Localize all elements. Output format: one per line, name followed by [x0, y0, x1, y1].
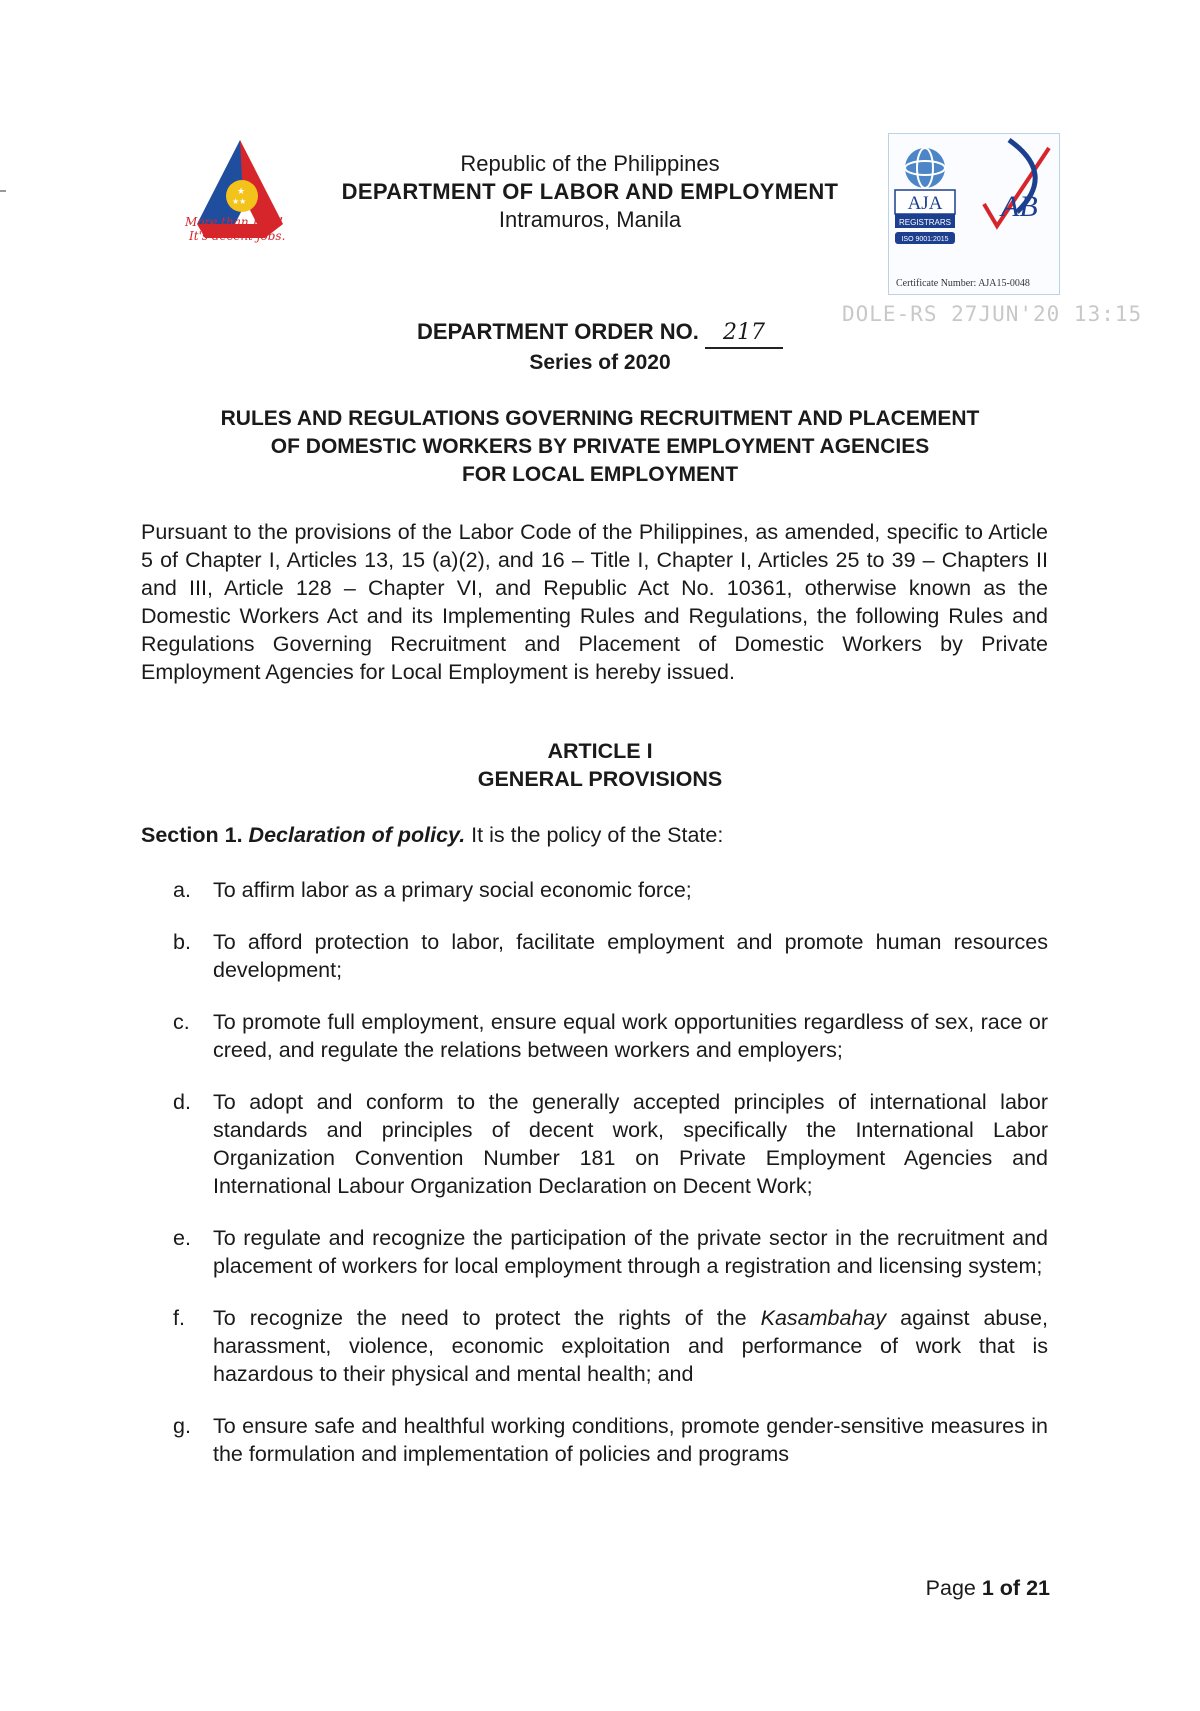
item-text: To promote full employment, ensure equal work opportunities regardless of sex, race or creed, and regulate the relations between workers and employers;: [213, 1010, 1048, 1062]
item-label: d.: [173, 1090, 191, 1114]
list-item: [173, 1224, 1048, 1280]
list-item: [173, 1088, 1048, 1200]
list-item: [173, 1008, 1048, 1064]
item-text: To ensure safe and healthful working conditions, promote gender-sensitive measures in the formulation and implementation of policies and programs: [213, 1414, 1048, 1466]
section-number: Section 1.: [141, 823, 243, 847]
republic-line: Republic of the Philippines: [460, 151, 720, 176]
svg-text:★★: ★★: [232, 197, 247, 206]
registrar-label: AJA: [907, 193, 943, 214]
article-number: ARTICLE I: [547, 739, 653, 763]
certification-badge: [888, 133, 1060, 295]
article-name: GENERAL PROVISIONS: [477, 767, 723, 791]
item-text-after: against abuse, harassment, violence, economic exploitation and performance of work that is hazardous to their physical and mental health; and: [213, 1306, 1048, 1386]
item-label: a.: [173, 878, 191, 902]
list-item: [173, 1304, 1048, 1388]
list-item: [173, 928, 1048, 984]
preamble-paragraph: Pursuant to the provisions of the Labor Code of the Philippines, as amended, specific to Article 5 of Chapter I, Articles 13, 15 (a)(2), and 16 – Title I, Chapter I, Articles 25 to 39 – Chapters II and III, Article 128 – Chapter VI, and Republic Act No. 10361, otherwise known as the Domestic Workers Act and its Implementing Rules and Regulations, the following Rules and Regulations Governing Recruitment and Placement of Domestic Workers by Private Employment Agencies for Local Employment is hereby issued.: [141, 520, 1048, 684]
order-number: 217: [705, 319, 783, 349]
item-label: e.: [173, 1226, 191, 1250]
title-line-2: OF DOMESTIC WORKERS BY PRIVATE EMPLOYMENT AGENCIES: [270, 435, 930, 458]
section-intro: It is the policy of the State:: [471, 823, 724, 847]
section-title: Declaration of policy.: [248, 823, 466, 847]
logo-tagline-2: It's decent jobs.: [189, 229, 286, 243]
item-label: f.: [173, 1306, 185, 1330]
iso-label: ISO 9001:2015: [901, 236, 949, 243]
certificate-number: Certificate Number: AJA15-0048: [896, 278, 1030, 289]
item-text-before: To recognize the need to protect the rights of the: [213, 1306, 761, 1330]
item-text: To adopt and conform to the generally accepted principles of international labor standards and principles of decent work, specifically the International Labor Organization Convention Number 181 on Private Employment Agencies and International Labour Organization Declaration on Decent Work;: [213, 1090, 1048, 1198]
item-text-emphasis: Kasambahay: [760, 1306, 887, 1330]
scan-edge-mark: [0, 190, 6, 192]
item-text: To regulate and recognize the participation of the private sector in the recruitment and placement of workers for local employment through a registration and licensing system;: [213, 1226, 1048, 1278]
item-text: To affirm labor as a primary social economic force;: [213, 878, 692, 902]
department-order-heading: [0, 318, 1200, 377]
dole-logo: [185, 138, 335, 268]
address-line: Intramuros, Manila: [498, 207, 682, 232]
received-stamp: DOLE-RS 27JUN'20 13:15: [842, 302, 1143, 326]
order-series: Series of 2020: [529, 351, 671, 374]
order-label: DEPARTMENT ORDER NO.: [416, 319, 699, 344]
title-line-3: FOR LOCAL EMPLOYMENT: [461, 463, 739, 486]
list-item: [173, 1412, 1048, 1468]
item-label: g.: [173, 1414, 191, 1438]
article-heading: [0, 737, 1200, 793]
page-number: Page 1 of 21: [925, 1576, 1050, 1600]
policy-list: [173, 876, 1048, 1468]
department-name: DEPARTMENT OF LABOR AND EMPLOYMENT: [341, 179, 839, 204]
svg-text:★: ★: [237, 187, 246, 197]
item-label: c.: [173, 1010, 190, 1034]
item-text: To afford protection to labor, facilitate employment and promote human resources development;: [213, 930, 1048, 982]
document-title: [100, 405, 1100, 489]
agency-header: [320, 150, 860, 234]
accreditation-label: AB: [1001, 190, 1038, 223]
title-line-1: RULES AND REGULATIONS GOVERNING RECRUITMENT AND PLACEMENT: [220, 407, 980, 430]
item-label: b.: [173, 930, 191, 954]
registrar-sub: REGISTRARS: [898, 218, 952, 227]
aja-ab-certification-icon: [889, 134, 1059, 294]
logo-tagline-1: More than Jobs!: [185, 215, 284, 229]
section-1-heading: [141, 821, 1048, 849]
list-item: [173, 876, 1048, 904]
